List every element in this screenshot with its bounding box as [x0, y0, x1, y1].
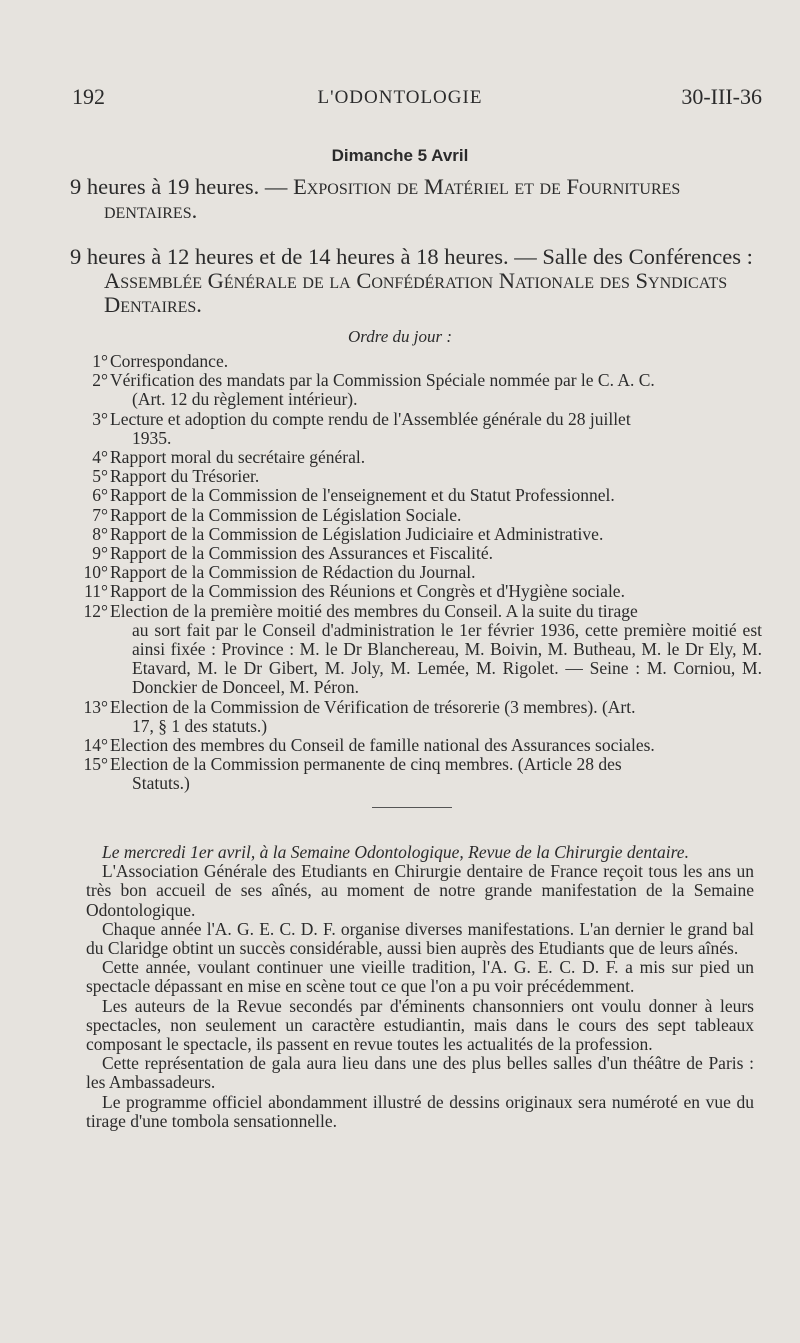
agenda-item-text: Election de la Commission de Vérification de trésorerie (3 membres). (Art. 17, § 1 des statuts.) [110, 698, 762, 736]
agenda-item [62, 506, 762, 525]
paragraph: Le programme officiel abondamment illustré de dessins originaux sera numéroté en vue du tirage d'une tombola sensationnelle. [86, 1091, 754, 1131]
agenda-item-continuation: 17, § 1 des statuts.) [132, 715, 268, 736]
agenda-item-text: Rapport de la Commission de Législation Judiciaire et Administrative. [110, 523, 604, 544]
paragraph: Cette année, voulant continuer une vieille tradition, l'A. G. E. C. D. F. a mis sur pied un spectacle dépassant en mise en scène tout ce que l'on a pu voir précédemment. [86, 957, 754, 997]
agenda-item-text: Vérification des mandats par la Commission Spéciale nommée par le C. A. C. (Art. 12 du règlement intérieur). [110, 371, 762, 409]
paragraph: Cette représentation de gala aura lieu dans une des plus belles salles d'un théâtre de Paris : les Ambassadeurs. [86, 1053, 754, 1093]
schedule-time: 9 heures à 12 heures et de 14 heures à 18 heures. — Salle des Conférences : [70, 244, 753, 269]
agenda-item-number: 10° [83, 562, 108, 583]
paragraph: L'Association Générale des Etudiants en Chirurgie dentaire de France reçoit tous les ans un très bon accueil de ses aînés, au moment de notre grande manifestation de la Semaine Odontologique. [86, 861, 754, 920]
announcement: Le mercredi 1er avril, à la Semaine Odontologique, Revue de la Chirurgie dentaire. [102, 842, 689, 862]
page-number: 192 [72, 84, 105, 109]
agenda-item [62, 371, 762, 409]
agenda-item-number: 9° [92, 543, 108, 564]
agenda-item-number: 1° [92, 351, 108, 371]
agenda-item-number: 7° [92, 504, 108, 525]
agenda-item [62, 352, 762, 371]
issue-date: 30-III-36 [681, 84, 762, 109]
agenda-item [62, 525, 762, 544]
agenda-item [62, 410, 762, 448]
agenda-item-number: 4° [92, 447, 108, 468]
section-divider [372, 807, 452, 808]
paragraph: Chaque année l'A. G. E. C. D. F. organise diverses manifestations. L'an dernier le grand bal du Claridge obtint un succès considérable, aussi bien auprès des Etudiants que de leurs aînés. [86, 918, 754, 959]
schedule-title: Exposition de Matériel et de Fournitures dentaires. [104, 174, 681, 223]
agenda-item-text: Rapport moral du secrétaire général. [110, 447, 366, 468]
agenda-item-text: Election de la première moitié des membres du Conseil. A la suite du tirage au sort fait par le Conseil d'administration le 1er février 1936, cette première moitié est ainsi fixée : Province : M. le Dr Blanchereau, M. Boivin, M. Butheau, M. le Dr Ely, M. Etavard, M. le Dr Gibert, M. Joly, M. Lemée, M. Rigolet. — Seine : M. Corniou, M. Donckier de Donceel, M. Péron. [110, 600, 762, 698]
agenda-item-continuation: Statuts.) [132, 773, 190, 794]
agenda-item-text: Lecture et adoption du compte rendu de l'Assemblée générale du 28 juillet 1935. [110, 410, 762, 448]
agenda-item-text: Rapport de la Commission de Rédaction du Journal. [110, 562, 476, 583]
agenda-list [62, 352, 762, 794]
schedule-time: 9 heures à 19 heures. — [70, 174, 294, 199]
agenda-item [62, 544, 762, 563]
agenda-item-text: Correspondance. [110, 351, 229, 371]
agenda-item [62, 602, 762, 698]
agenda-item [62, 467, 762, 486]
agenda-item-continuation: au sort fait par le Conseil d'administration le 1er février 1936, cette première moitié est ainsi fixée : Province : M. le Dr Blanchereau, M. Boivin, M. Butheau, M. le Dr Ely, M. Etavard, M. le Dr Gibert, M. Joly, M. Lemée, M. Rigolet. — Seine : M. Corniou, M. Donckier de Donceel, M. Péron. [132, 619, 762, 698]
agenda-item [62, 755, 762, 793]
agenda-item-continuation: 1935. [132, 427, 172, 448]
schedule-block-assemblee [70, 245, 760, 317]
schedule-title: Assemblée Générale de la Confédération Nationale des Syndicats Dentaires. [104, 268, 728, 317]
agenda-item [62, 698, 762, 736]
agenda-item-number: 6° [92, 485, 108, 506]
agenda-item-text: Election des membres du Conseil de famille national des Assurances sociales. [110, 735, 655, 756]
agenda-item-text: Rapport de la Commission des Réunions et Congrès et d'Hygiène sociale. [110, 581, 625, 602]
ordre-du-jour-heading: Ordre du jour : [347, 327, 453, 346]
schedule-block-exposition [70, 175, 760, 223]
agenda-item-text: Election de la Commission permanente de cinq membres. (Article 28 des Statuts.) [110, 755, 762, 793]
agenda-item [62, 448, 762, 467]
paragraph: Les auteurs de la Revue secondés par d'éminents chansonniers ont voulu donner à leurs spectacles, non seulement un caractère estudiantin, mais dans le cours des sept tableaux composant le spectacle, ils passent en revue toutes les actualités de la profession. [86, 995, 754, 1055]
agenda-item-number: 8° [92, 523, 108, 544]
journal-title: L'ODONTOLOGIE [317, 87, 483, 108]
agenda-item-number: 12° [83, 600, 108, 621]
day-title: Dimanche 5 Avril [331, 146, 469, 165]
agenda-item-continuation: (Art. 12 du règlement intérieur). [132, 389, 358, 410]
agenda-item-text: Rapport de la Commission des Assurances et Fiscalité. [110, 543, 494, 564]
agenda-item-text: Rapport de la Commission de l'enseignement et du Statut Professionnel. [110, 485, 615, 506]
agenda-item-number: 14° [83, 735, 108, 756]
agenda-item-number: 11° [84, 581, 108, 602]
agenda-item-number: 2° [92, 370, 108, 391]
agenda-item-text: Rapport de la Commission de Législation Sociale. [110, 504, 462, 525]
article-body [86, 843, 754, 1131]
agenda-item [62, 486, 762, 505]
agenda-item-number: 5° [92, 466, 108, 487]
running-header [0, 84, 800, 114]
agenda-item [62, 563, 762, 582]
agenda-item-text: Rapport du Trésorier. [110, 466, 260, 487]
agenda-item [62, 582, 762, 601]
agenda-item-number: 15° [83, 754, 108, 775]
agenda-item-number: 13° [83, 696, 108, 717]
agenda-item [62, 736, 762, 755]
agenda-item-number: 3° [92, 408, 108, 429]
